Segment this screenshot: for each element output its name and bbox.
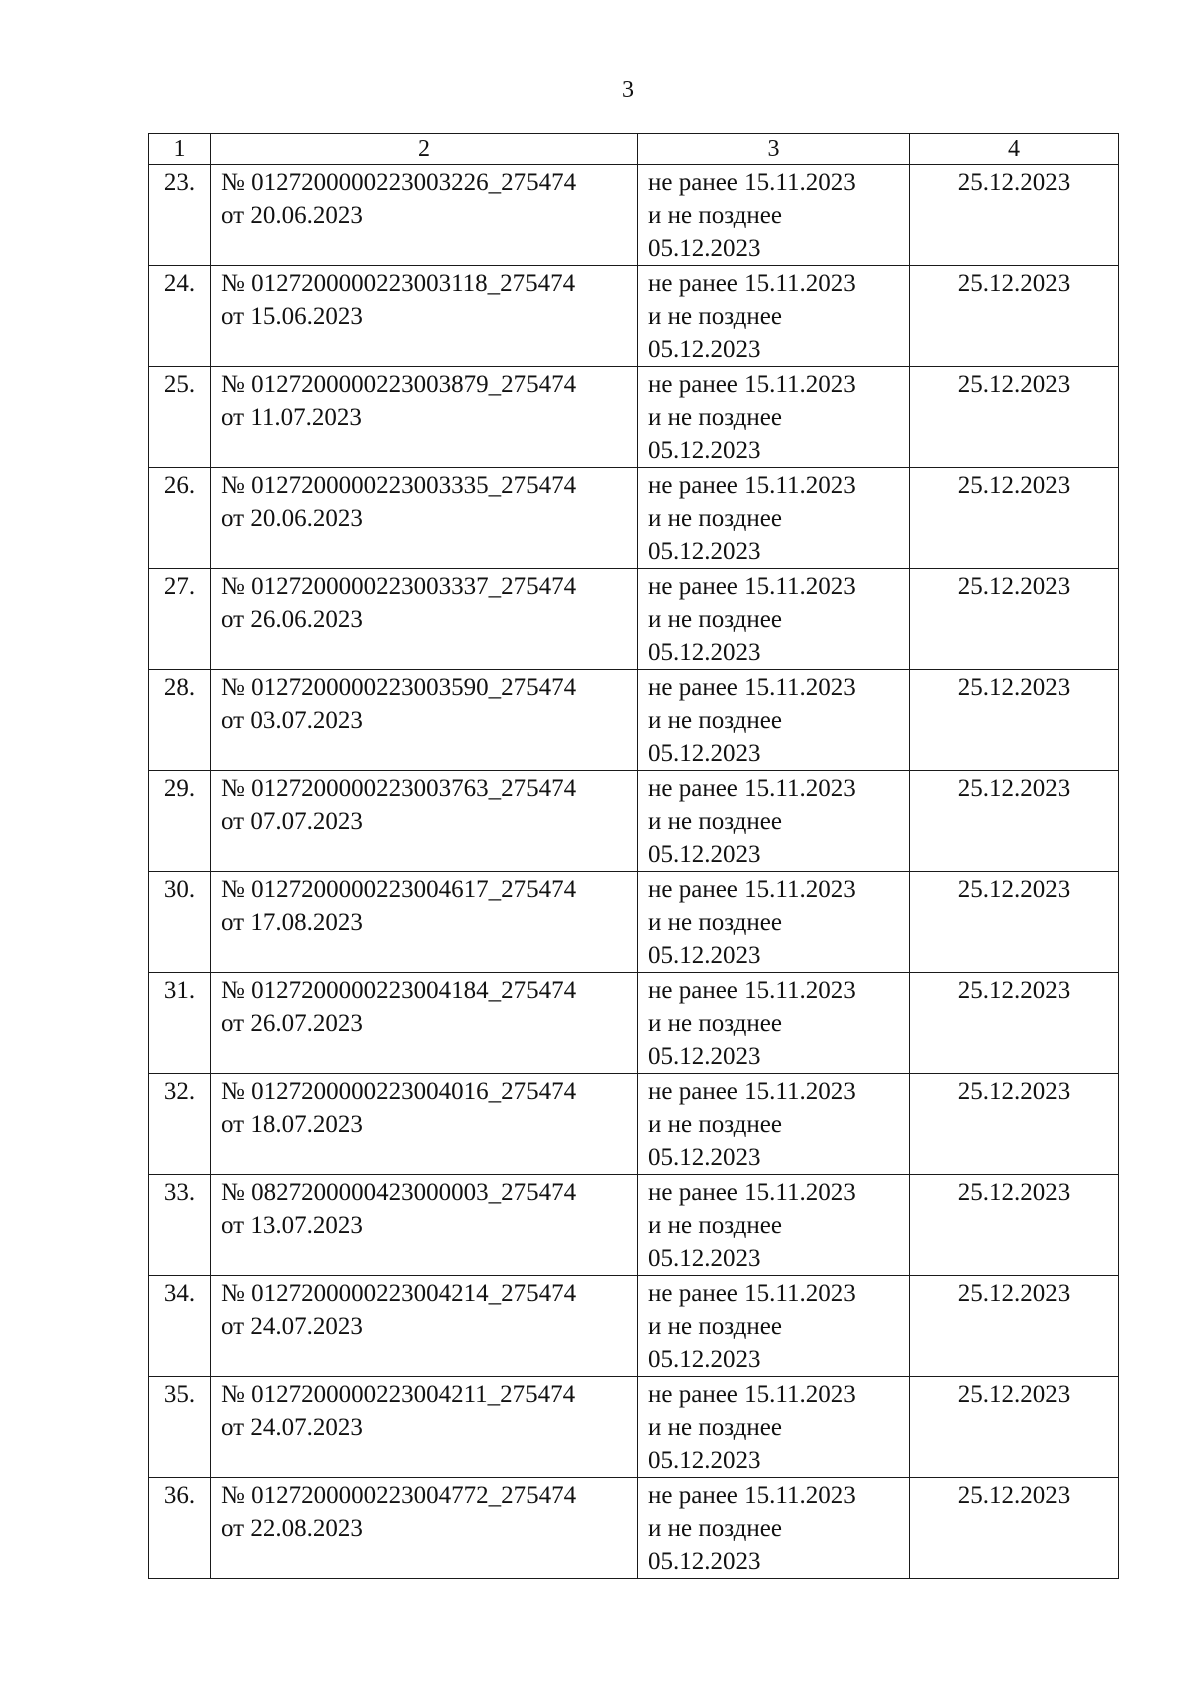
- due-date: 25.12.2023: [910, 1074, 1119, 1175]
- period-connector: и не позднее: [648, 1010, 782, 1037]
- period-cell: [638, 165, 910, 266]
- row-number: 35.: [149, 1377, 211, 1478]
- table-row: [149, 1276, 1119, 1377]
- contract-date: от 26.07.2023: [221, 1010, 363, 1037]
- due-date: 25.12.2023: [910, 367, 1119, 468]
- contract-number: № 0127200000223003337_275474: [221, 573, 577, 600]
- contract-number: № 0127200000223004016_275474: [221, 1078, 577, 1105]
- period-connector: и не позднее: [648, 202, 782, 229]
- row-number: 28.: [149, 670, 211, 771]
- period-connector: и не позднее: [648, 1111, 782, 1138]
- period-cell: [638, 1175, 910, 1276]
- period-cell: [638, 771, 910, 872]
- period-cell: [638, 569, 910, 670]
- contract-cell: [211, 1377, 638, 1478]
- due-date: 25.12.2023: [910, 468, 1119, 569]
- row-number: 27.: [149, 569, 211, 670]
- contract-date: от 17.08.2023: [221, 909, 363, 936]
- table-row: [149, 1377, 1119, 1478]
- period-cell: [638, 872, 910, 973]
- period-start: не ранее 15.11.2023: [648, 371, 856, 398]
- table-row: [149, 266, 1119, 367]
- row-number: 33.: [149, 1175, 211, 1276]
- column-header-1: 1: [149, 134, 211, 165]
- contract-date: от 20.06.2023: [221, 505, 363, 532]
- period-end: 05.12.2023: [648, 1043, 761, 1070]
- row-number: 36.: [149, 1478, 211, 1579]
- table-row: [149, 1478, 1119, 1579]
- period-start: не ранее 15.11.2023: [648, 573, 856, 600]
- contract-date: от 07.07.2023: [221, 808, 363, 835]
- period-start: не ранее 15.11.2023: [648, 876, 856, 903]
- table-body: [149, 165, 1119, 1579]
- contract-date: от 22.08.2023: [221, 1515, 363, 1542]
- table-row: [149, 1175, 1119, 1276]
- row-number: 23.: [149, 165, 211, 266]
- table-row: [149, 872, 1119, 973]
- period-connector: и не позднее: [648, 1414, 782, 1441]
- period-end: 05.12.2023: [648, 538, 761, 565]
- contract-date: от 11.07.2023: [221, 404, 362, 431]
- period-connector: и не позднее: [648, 404, 782, 431]
- contract-date: от 24.07.2023: [221, 1313, 363, 1340]
- table-row: [149, 468, 1119, 569]
- contract-cell: [211, 1478, 638, 1579]
- due-date: 25.12.2023: [910, 1276, 1119, 1377]
- row-number: 26.: [149, 468, 211, 569]
- contract-cell: [211, 165, 638, 266]
- period-end: 05.12.2023: [648, 639, 761, 666]
- due-date: 25.12.2023: [910, 670, 1119, 771]
- period-start: не ранее 15.11.2023: [648, 270, 856, 297]
- period-start: не ранее 15.11.2023: [648, 1381, 856, 1408]
- period-cell: [638, 1074, 910, 1175]
- period-cell: [638, 670, 910, 771]
- page-number: 3: [622, 77, 634, 103]
- period-start: не ранее 15.11.2023: [648, 1482, 856, 1509]
- column-header-4: 4: [910, 134, 1119, 165]
- contract-date: от 26.06.2023: [221, 606, 363, 633]
- table-row: [149, 973, 1119, 1074]
- period-connector: и не позднее: [648, 707, 782, 734]
- table-header-row: [149, 134, 1119, 165]
- period-connector: и не позднее: [648, 303, 782, 330]
- contract-number: № 0127200000223004772_275474: [221, 1482, 577, 1509]
- row-number: 32.: [149, 1074, 211, 1175]
- column-header-3: 3: [638, 134, 910, 165]
- row-number: 25.: [149, 367, 211, 468]
- contract-date: от 15.06.2023: [221, 303, 363, 330]
- period-connector: и не позднее: [648, 909, 782, 936]
- period-cell: [638, 1478, 910, 1579]
- table-row: [149, 165, 1119, 266]
- period-end: 05.12.2023: [648, 1245, 761, 1272]
- contract-number: № 0127200000223003879_275474: [221, 371, 577, 398]
- period-connector: и не позднее: [648, 1212, 782, 1239]
- due-date: 25.12.2023: [910, 1478, 1119, 1579]
- due-date: 25.12.2023: [910, 872, 1119, 973]
- period-connector: и не позднее: [648, 808, 782, 835]
- contract-date: от 20.06.2023: [221, 202, 363, 229]
- contract-cell: [211, 367, 638, 468]
- period-cell: [638, 367, 910, 468]
- period-cell: [638, 1276, 910, 1377]
- period-end: 05.12.2023: [648, 437, 761, 464]
- contracts-table: [148, 133, 1119, 1579]
- contract-cell: [211, 1276, 638, 1377]
- due-date: 25.12.2023: [910, 569, 1119, 670]
- contract-date: от 18.07.2023: [221, 1111, 363, 1138]
- period-start: не ранее 15.11.2023: [648, 169, 856, 196]
- contract-cell: [211, 266, 638, 367]
- period-end: 05.12.2023: [648, 1548, 761, 1575]
- contract-number: № 0127200000223003590_275474: [221, 674, 577, 701]
- contract-date: от 03.07.2023: [221, 707, 363, 734]
- due-date: 25.12.2023: [910, 1377, 1119, 1478]
- row-number: 24.: [149, 266, 211, 367]
- table-row: [149, 1074, 1119, 1175]
- period-connector: и не позднее: [648, 1515, 782, 1542]
- period-end: 05.12.2023: [648, 1447, 761, 1474]
- table-row: [149, 771, 1119, 872]
- period-start: не ранее 15.11.2023: [648, 472, 856, 499]
- table-row: [149, 569, 1119, 670]
- contract-number: № 0827200000423000003_275474: [221, 1179, 577, 1206]
- contract-number: № 0127200000223004617_275474: [221, 876, 577, 903]
- contract-cell: [211, 771, 638, 872]
- contract-number: № 0127200000223003763_275474: [221, 775, 577, 802]
- due-date: 25.12.2023: [910, 1175, 1119, 1276]
- period-cell: [638, 266, 910, 367]
- due-date: 25.12.2023: [910, 165, 1119, 266]
- period-start: не ранее 15.11.2023: [648, 674, 856, 701]
- contract-cell: [211, 569, 638, 670]
- table-row: [149, 670, 1119, 771]
- table-row: [149, 367, 1119, 468]
- period-start: не ранее 15.11.2023: [648, 1280, 856, 1307]
- period-end: 05.12.2023: [648, 336, 761, 363]
- row-number: 34.: [149, 1276, 211, 1377]
- row-number: 30.: [149, 872, 211, 973]
- contract-number: № 0127200000223004184_275474: [221, 977, 577, 1004]
- period-end: 05.12.2023: [648, 942, 761, 969]
- contract-number: № 0127200000223004211_275474: [221, 1381, 576, 1408]
- contract-cell: [211, 670, 638, 771]
- contract-number: № 0127200000223003118_275474: [221, 270, 576, 297]
- due-date: 25.12.2023: [910, 266, 1119, 367]
- period-cell: [638, 973, 910, 1074]
- contract-cell: [211, 1074, 638, 1175]
- contract-number: № 0127200000223003226_275474: [221, 169, 577, 196]
- period-end: 05.12.2023: [648, 1144, 761, 1171]
- period-connector: и не позднее: [648, 1313, 782, 1340]
- contract-cell: [211, 1175, 638, 1276]
- contract-number: № 0127200000223004214_275474: [221, 1280, 577, 1307]
- period-connector: и не позднее: [648, 606, 782, 633]
- period-start: не ранее 15.11.2023: [648, 1179, 856, 1206]
- row-number: 29.: [149, 771, 211, 872]
- column-header-2: 2: [211, 134, 638, 165]
- period-start: не ранее 15.11.2023: [648, 977, 856, 1004]
- row-number: 31.: [149, 973, 211, 1074]
- due-date: 25.12.2023: [910, 771, 1119, 872]
- contract-number: № 0127200000223003335_275474: [221, 472, 577, 499]
- period-connector: и не позднее: [648, 505, 782, 532]
- contract-date: от 24.07.2023: [221, 1414, 363, 1441]
- period-start: не ранее 15.11.2023: [648, 775, 856, 802]
- period-end: 05.12.2023: [648, 235, 761, 262]
- contract-date: от 13.07.2023: [221, 1212, 363, 1239]
- period-end: 05.12.2023: [648, 740, 761, 767]
- period-end: 05.12.2023: [648, 1346, 761, 1373]
- contract-cell: [211, 973, 638, 1074]
- due-date: 25.12.2023: [910, 973, 1119, 1074]
- contract-cell: [211, 468, 638, 569]
- contract-cell: [211, 872, 638, 973]
- period-end: 05.12.2023: [648, 841, 761, 868]
- period-start: не ранее 15.11.2023: [648, 1078, 856, 1105]
- period-cell: [638, 468, 910, 569]
- period-cell: [638, 1377, 910, 1478]
